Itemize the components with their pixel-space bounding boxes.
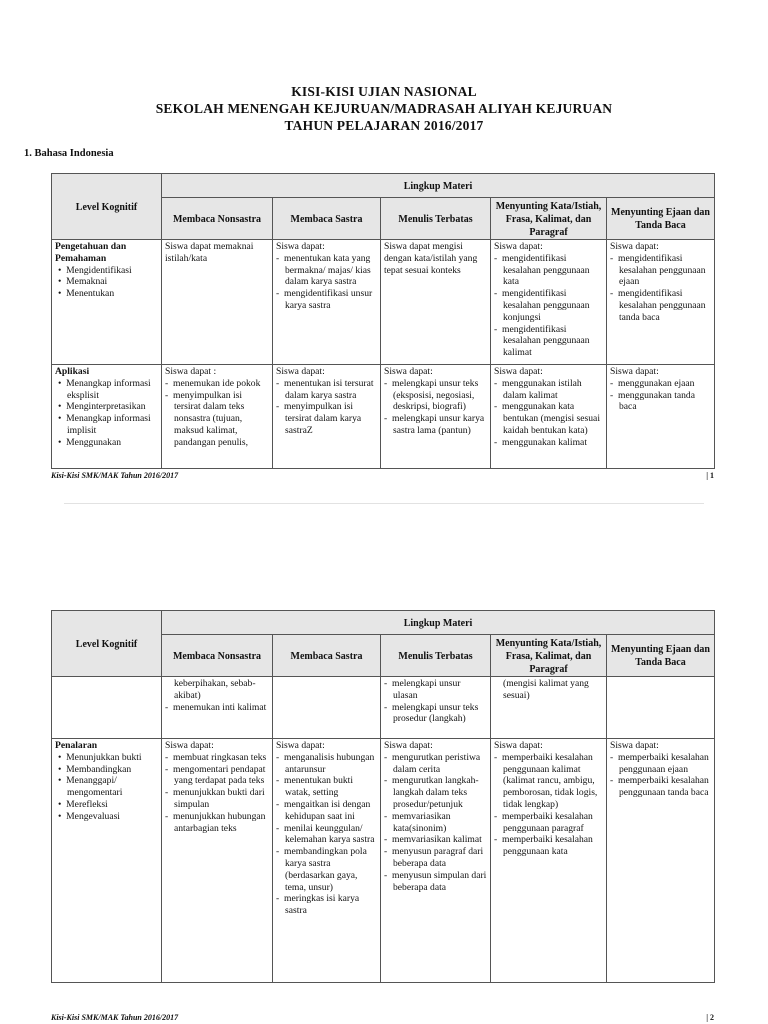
list-item: - mengurutkan langkah-langkah dalam teks prosedur/petunjuk <box>384 775 487 810</box>
list-item: - memvariasikan kalimat <box>384 834 487 846</box>
list-item: - memperbaiki kesalahan penggunaan paragraf <box>494 811 603 835</box>
list-item: • Menentukan <box>55 288 158 300</box>
list-item: - menyusun paragraf dari beberapa data <box>384 846 487 870</box>
list-item: - menggunakan istilah dalam kalimat <box>494 378 603 402</box>
cell-continuation: (mengisi kalimat yang sesuai) <box>503 678 589 701</box>
kisi-table-page2 <box>51 610 715 983</box>
cell-intro: Siswa dapat: <box>494 740 543 751</box>
table-cell <box>273 739 381 983</box>
list-item: • Memaknai <box>55 276 158 288</box>
page-footer <box>51 471 714 480</box>
header-col-5: Menyunting Ejaan dan Tanda Baca <box>607 198 715 240</box>
list-item: - memperbaiki kesalahan penggunaan kata <box>494 834 603 858</box>
kisi-table-page1 <box>51 173 715 469</box>
footer-text: Kisi-Kisi SMK/MAK Tahun 2016/2017 <box>51 471 179 480</box>
page-divider <box>64 503 704 504</box>
table-row <box>52 365 715 469</box>
level-title: Aplikasi <box>55 366 90 377</box>
table-cell <box>491 739 607 983</box>
list-item: • Menunjukkan bukti <box>55 752 158 764</box>
cell-intro: Siswa dapat: <box>494 366 543 377</box>
table-cell <box>273 240 381 365</box>
list-item: • Mengidentifikasi <box>55 265 158 277</box>
list-item: - mengomentari pendapat yang terdapat pada teks <box>165 764 269 788</box>
table-cell <box>607 739 715 983</box>
header-col-1: Membaca Nonsastra <box>162 635 273 677</box>
level-cell <box>52 677 162 739</box>
header-level-kognitif: Level Kognitif <box>52 611 162 677</box>
list-item: - membandingkan pola karya sastra (berdasarkan gaya, tema, unsur) <box>276 846 377 893</box>
table-row <box>52 739 715 983</box>
page-footer <box>51 1013 714 1022</box>
list-item: • Membandingkan <box>55 764 158 776</box>
footer-text: Kisi-Kisi SMK/MAK Tahun 2016/2017 <box>51 1013 179 1022</box>
list-item: - melengkapi unsur ulasan <box>384 678 487 702</box>
header-col-3: Menulis Terbatas <box>381 198 491 240</box>
table-cell <box>607 365 715 469</box>
table-cell <box>162 240 273 365</box>
list-item: • Menginterpretasikan <box>55 401 158 413</box>
cell-intro: Siswa dapat: <box>276 740 325 751</box>
list-item: - memperbaiki kesalahan penggunaan kalimat (kalimat rancu, ambigu, pemborosan, tidak logis, tidak lengkap) <box>494 752 603 811</box>
header-col-5: Menyunting Ejaan dan Tanda Baca <box>607 635 715 677</box>
cell-intro: Siswa dapat mengisi dengan kata/istilah yang tepat sesuai konteks <box>384 241 478 276</box>
table-row <box>52 240 715 365</box>
list-item: - mengidentifikasi unsur karya sastra <box>276 288 377 312</box>
header-lingkup-materi: Lingkup Materi <box>162 611 715 635</box>
list-item: - melengkapi unsur teks (eksposisi, negosiasi, deskripsi, biografi) <box>384 378 487 413</box>
cell-intro: Siswa dapat: <box>165 740 214 751</box>
list-item: - menyimpulkan isi tersirat dalam karya sastraZ <box>276 401 377 436</box>
list-item: - mengidentifikasi kesalahan penggunaan ejaan <box>610 253 711 288</box>
page-number: | 1 <box>706 471 714 480</box>
level-cell <box>52 240 162 365</box>
list-item: - mengidentifikasi kesalahan penggunaan kata <box>494 253 603 288</box>
cell-intro: Siswa dapat: <box>494 241 543 252</box>
level-cell <box>52 739 162 983</box>
header-col-1: Membaca Nonsastra <box>162 198 273 240</box>
list-item: - menunjukkan hubungan antarbagian teks <box>165 811 269 835</box>
header-col-4: Menyunting Kata/Istiah, Frasa, Kalimat, dan Paragraf <box>491 635 607 677</box>
list-item: - membuat ringkasan teks <box>165 752 269 764</box>
cell-intro: Siswa dapat: <box>610 241 659 252</box>
header-col-2: Membaca Sastra <box>273 635 381 677</box>
table-cell <box>607 677 715 739</box>
list-item: - memvariasikan kata(sinonim) <box>384 811 487 835</box>
section-heading: 1. Bahasa Indonesia <box>24 148 114 159</box>
header-col-4: Menyunting Kata/Istiah, Frasa, Kalimat, dan Paragraf <box>491 198 607 240</box>
level-title: Pengetahuan dan Pemahaman <box>55 241 127 264</box>
list-item: - menyimpulkan isi tersirat dalam teks nonsastra (tujuan, maksud kalimat, pandangan penulis, <box>165 390 269 449</box>
table-cell <box>381 365 491 469</box>
cell-continuation: keberpihakan, sebab-akibat) <box>174 678 256 701</box>
list-item: - menemukan ide pokok <box>165 378 269 390</box>
list-item: - menggunakan kata bentukan (mengisi sesuai kaidah bentukan kata) <box>494 401 603 436</box>
doc-title-line1: KISI-KISI UJIAN NASIONAL <box>291 84 477 99</box>
table-row <box>52 677 715 739</box>
list-item: - menggunakan ejaan <box>610 378 711 390</box>
doc-title-line3: TAHUN PELAJARAN 2016/2017 <box>284 118 484 133</box>
table-cell <box>381 240 491 365</box>
list-item: - menggunakan kalimat <box>494 437 603 449</box>
list-item: - melengkapi unsur karya sastra lama (pantun) <box>384 413 487 437</box>
list-item: - mengidentifikasi kesalahan penggunaan kalimat <box>494 324 603 359</box>
list-item: - melengkapi unsur teks prosedur (langkah) <box>384 702 487 726</box>
header-lingkup-materi: Lingkup Materi <box>162 174 715 198</box>
table-cell <box>491 240 607 365</box>
document-page-2 <box>0 505 768 1024</box>
header-col-3: Menulis Terbatas <box>381 635 491 677</box>
cell-intro: Siswa dapat: <box>276 366 325 377</box>
list-item: - menentukan kata yang bermakna/ majas/ kias dalam karya sastra <box>276 253 377 288</box>
list-item: • Merefleksi <box>55 799 158 811</box>
list-item: - memperbaiki kesalahan penggunaan ejaan <box>610 752 711 776</box>
table-cell <box>381 677 491 739</box>
table-cell <box>162 365 273 469</box>
table-cell <box>381 739 491 983</box>
list-item: - meringkas isi karya sastra <box>276 893 377 917</box>
header-col-2: Membaca Sastra <box>273 198 381 240</box>
list-item: - memperbaiki kesalahan penggunaan tanda baca <box>610 775 711 799</box>
doc-title-line2: SEKOLAH MENENGAH KEJURUAN/MADRASAH ALIYAH KEJURUAN <box>155 101 613 116</box>
cell-intro: Siswa dapat: <box>384 740 433 751</box>
list-item: - menggunakan tanda baca <box>610 390 711 414</box>
header-level-kognitif: Level Kognitif <box>52 174 162 240</box>
list-item: - mengidentifikasi kesalahan penggunaan tanda baca <box>610 288 711 323</box>
list-item: • Menangkap informasi eksplisit <box>55 378 158 402</box>
list-item: - menentukan bukti watak, setting <box>276 775 377 799</box>
table-cell <box>491 365 607 469</box>
list-item: - mengidentifikasi kesalahan penggunaan konjungsi <box>494 288 603 323</box>
cell-intro: Siswa dapat: <box>384 366 433 377</box>
page-number: | 2 <box>706 1013 714 1022</box>
list-item: - menemukan inti kalimat <box>165 702 269 714</box>
list-item: • Menanggapi/ mengomentari <box>55 775 158 799</box>
list-item: - menunjukkan bukti dari simpulan <box>165 787 269 811</box>
cell-intro: Siswa dapat memaknai istilah/kata <box>165 241 254 264</box>
list-item: - menganalisis hubungan antarunsur <box>276 752 377 776</box>
list-item: - menyusun simpulan dari beberapa data <box>384 870 487 894</box>
level-cell <box>52 365 162 469</box>
list-item: - mengaitkan isi dengan kehidupan saat ini <box>276 799 377 823</box>
table-cell <box>607 240 715 365</box>
table-cell <box>273 677 381 739</box>
list-item: • Menggunakan <box>55 437 158 449</box>
list-item: - mengurutkan peristiwa dalam cerita <box>384 752 487 776</box>
list-item: - menilai keunggulan/ kelemahan karya sastra <box>276 823 377 847</box>
cell-intro: Siswa dapat: <box>276 241 325 252</box>
cell-intro: Siswa dapat: <box>610 740 659 751</box>
cell-intro: Siswa dapat: <box>610 366 659 377</box>
table-cell <box>273 365 381 469</box>
list-item: • Mengevaluasi <box>55 811 158 823</box>
cell-intro: Siswa dapat : <box>165 366 217 377</box>
list-item: • Menangkap informasi implisit <box>55 413 158 437</box>
level-title: Penalaran <box>55 740 98 751</box>
table-cell <box>162 739 273 983</box>
table-cell <box>491 677 607 739</box>
list-item: - menentukan isi tersurat dalam karya sastra <box>276 378 377 402</box>
table-cell <box>162 677 273 739</box>
document-page-1 <box>0 0 768 505</box>
